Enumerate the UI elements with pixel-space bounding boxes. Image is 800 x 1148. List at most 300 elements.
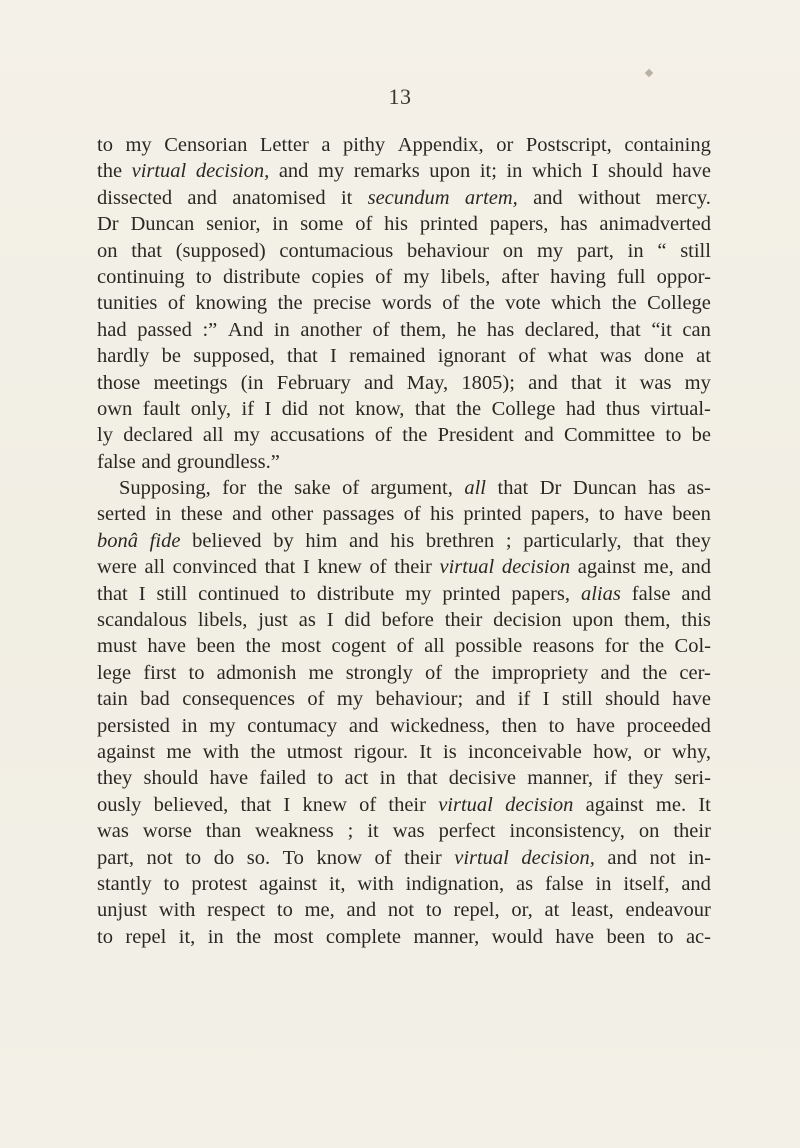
word: have xyxy=(209,767,249,790)
word: believed, xyxy=(153,793,229,816)
word: been xyxy=(672,503,711,526)
word: admonish xyxy=(216,661,297,684)
word: which xyxy=(531,160,583,183)
word: and xyxy=(187,186,218,209)
word: me, xyxy=(304,899,335,922)
word: on xyxy=(97,239,118,262)
word: knew xyxy=(317,556,362,579)
word: that xyxy=(609,318,641,341)
text-line xyxy=(97,845,711,871)
word: had xyxy=(97,318,127,341)
word: against xyxy=(97,740,156,763)
word: have xyxy=(555,925,595,948)
word: most xyxy=(273,925,314,948)
word: they xyxy=(675,529,711,552)
word: most xyxy=(281,635,322,658)
word: he xyxy=(456,318,477,341)
word: been xyxy=(196,635,236,658)
word: of xyxy=(375,265,393,288)
word: been xyxy=(606,925,646,948)
word: that xyxy=(497,477,529,500)
word: should xyxy=(608,160,663,183)
word: knowing xyxy=(195,292,268,315)
word: to xyxy=(598,503,615,526)
word: as xyxy=(516,872,534,895)
word: the xyxy=(642,661,668,684)
word: all xyxy=(424,635,445,658)
word: if xyxy=(604,767,617,790)
word: unjust xyxy=(97,899,148,922)
word: pithy xyxy=(343,134,386,156)
word: papers, xyxy=(511,582,570,605)
word: in xyxy=(627,239,644,262)
word: manner, xyxy=(413,925,480,948)
word: after xyxy=(501,265,539,288)
word: of xyxy=(374,846,392,869)
text-line xyxy=(97,924,711,950)
word: to xyxy=(185,846,202,869)
word: Committee xyxy=(564,424,656,447)
word: cogent xyxy=(331,635,387,658)
word: just xyxy=(258,609,288,632)
word: it xyxy=(614,371,627,394)
word: and xyxy=(681,582,711,605)
word: should xyxy=(605,688,660,711)
word: oppor- xyxy=(656,265,711,288)
word: did xyxy=(281,397,308,420)
word: and xyxy=(600,661,631,684)
word: Postscript, xyxy=(525,134,612,156)
word: my xyxy=(233,424,260,447)
word: in xyxy=(379,767,396,790)
word: weakness xyxy=(255,820,334,843)
text-line xyxy=(97,185,711,211)
word: impropriety xyxy=(491,661,589,684)
word: all xyxy=(144,556,165,579)
word: have xyxy=(576,714,615,737)
word: ously xyxy=(97,793,142,816)
text-line xyxy=(97,897,711,923)
word: dissected xyxy=(97,186,173,209)
word: contumacy xyxy=(247,714,338,737)
text-line xyxy=(97,422,711,448)
word: inconceivable xyxy=(468,740,582,763)
word: itself, xyxy=(623,872,670,895)
word: my xyxy=(209,714,236,737)
word: manner, xyxy=(527,767,593,790)
word: then xyxy=(501,714,537,737)
word: another xyxy=(300,318,362,341)
word: mercy. xyxy=(655,186,711,209)
word: Supposing, xyxy=(119,477,211,500)
word: upon xyxy=(429,160,471,183)
word: full xyxy=(617,265,646,288)
word: that xyxy=(414,397,446,420)
word: and xyxy=(363,371,394,394)
text-line xyxy=(97,554,711,580)
word: scandalous xyxy=(97,609,187,632)
word: declared xyxy=(123,424,193,447)
word: for xyxy=(604,635,629,658)
word: words xyxy=(381,292,432,315)
word: if xyxy=(517,688,531,711)
word: distribute xyxy=(316,582,395,605)
word: without xyxy=(577,186,641,209)
word: and xyxy=(528,371,558,394)
word: stantly xyxy=(97,872,152,895)
text-line xyxy=(97,818,711,844)
word: some xyxy=(300,213,344,236)
word: the xyxy=(469,292,495,315)
word: continued xyxy=(198,582,279,605)
word: that xyxy=(287,345,318,368)
text-line xyxy=(97,211,711,237)
word: (supposed) xyxy=(175,239,266,262)
word: endeavour xyxy=(625,899,711,922)
word: 1805); xyxy=(461,371,515,394)
word: at xyxy=(696,345,711,368)
text-line xyxy=(97,132,711,158)
word: my xyxy=(405,582,432,605)
italic-word: all xyxy=(464,477,486,500)
word: upon xyxy=(572,609,614,632)
word: these xyxy=(180,503,223,526)
word: of xyxy=(442,292,460,315)
word: it xyxy=(367,820,379,843)
word: reasons xyxy=(532,635,595,658)
word: false xyxy=(631,582,671,605)
word: is xyxy=(443,740,457,763)
word: contumacious xyxy=(279,239,394,262)
word: those xyxy=(97,371,141,394)
word: groundless.” xyxy=(176,450,280,473)
word: it xyxy=(340,186,353,209)
word: Censorian xyxy=(164,134,248,156)
word: as- xyxy=(686,477,711,500)
word: vote xyxy=(505,292,541,315)
word: had xyxy=(565,397,596,420)
word: false xyxy=(544,872,584,895)
word: if xyxy=(241,397,255,420)
word: repel, xyxy=(453,899,500,922)
word: did xyxy=(344,609,371,632)
word: they xyxy=(627,767,664,790)
word: complete xyxy=(325,925,402,948)
word: the xyxy=(236,925,262,948)
word: convinced xyxy=(172,556,257,579)
word: supposed, xyxy=(193,345,275,368)
word: anatomised xyxy=(232,186,326,209)
text-line xyxy=(97,475,711,501)
word: in xyxy=(506,160,523,183)
word: to xyxy=(188,661,205,684)
word: still xyxy=(156,582,188,605)
word: strongly xyxy=(345,661,413,684)
word: me, xyxy=(643,556,674,579)
word: bad xyxy=(140,688,170,711)
word: declared, xyxy=(524,318,600,341)
word: to xyxy=(657,925,674,948)
word: least, xyxy=(571,899,614,922)
word: proceeded xyxy=(626,714,711,737)
word: President xyxy=(437,424,514,447)
word: against xyxy=(259,872,318,895)
word: part, xyxy=(97,846,134,869)
word: thus xyxy=(605,397,641,420)
word: with xyxy=(202,740,240,763)
word: on xyxy=(502,239,524,262)
word: Appendix, xyxy=(397,134,484,156)
word: or xyxy=(643,740,661,763)
word: part, xyxy=(576,239,614,262)
word: the xyxy=(250,740,276,763)
word: papers, xyxy=(530,503,590,526)
word: of xyxy=(518,345,536,368)
word: to xyxy=(548,714,565,737)
word: and xyxy=(607,846,637,869)
word: papers, xyxy=(489,213,549,236)
word: I xyxy=(264,397,272,420)
word: their xyxy=(444,609,483,632)
italic-word: fide xyxy=(149,529,181,552)
word: ignorant xyxy=(437,345,507,368)
word: me. xyxy=(655,793,687,816)
word: to xyxy=(289,582,306,605)
word: it, xyxy=(178,925,196,948)
word: meetings xyxy=(153,371,228,394)
word: them, xyxy=(624,609,671,632)
word: remained xyxy=(349,345,426,368)
word: against xyxy=(585,793,644,816)
word: May, xyxy=(406,371,449,394)
word: their xyxy=(404,846,442,869)
word: not xyxy=(146,846,173,869)
italic-word: decision, xyxy=(521,846,595,869)
word: decision xyxy=(493,609,562,632)
word: and xyxy=(346,899,377,922)
word: inconsistency, xyxy=(509,820,625,843)
word: them, xyxy=(400,318,447,341)
word: Duncan xyxy=(130,213,195,236)
word: and xyxy=(681,556,711,579)
word: that xyxy=(264,556,296,579)
word: continuing xyxy=(97,265,185,288)
word: of xyxy=(425,661,443,684)
word: or, xyxy=(511,899,533,922)
text-line xyxy=(97,739,711,765)
word: would xyxy=(491,925,543,948)
word: and xyxy=(348,529,379,552)
word: me xyxy=(166,740,192,763)
page-number: 13 xyxy=(388,84,412,109)
word: virtual- xyxy=(650,397,711,420)
word: hardly xyxy=(97,345,150,368)
text-line xyxy=(97,290,711,316)
text-line xyxy=(97,396,711,422)
word: of xyxy=(359,793,377,816)
word: so. xyxy=(246,846,271,869)
word: was xyxy=(392,820,425,843)
italic-word: artem, xyxy=(464,186,518,209)
text-line xyxy=(97,317,711,343)
word: in xyxy=(272,213,289,236)
word: College xyxy=(491,397,556,420)
text-line xyxy=(97,660,711,686)
word: cer- xyxy=(679,661,711,684)
word: me xyxy=(308,661,334,684)
word: of xyxy=(342,477,360,500)
word: I xyxy=(542,688,550,711)
word: they xyxy=(97,767,133,790)
italic-word: virtual xyxy=(438,793,493,816)
word: act xyxy=(344,767,369,790)
word: lege xyxy=(97,661,132,684)
word: which xyxy=(551,292,602,315)
text-line xyxy=(97,607,711,633)
text-line xyxy=(97,528,711,554)
text-line xyxy=(97,158,711,184)
word: only, xyxy=(190,397,232,420)
word: before xyxy=(381,609,434,632)
word: Duncan xyxy=(572,477,637,500)
word: copies xyxy=(311,265,364,288)
word: not xyxy=(318,397,345,420)
word: my xyxy=(125,134,152,156)
word: believed xyxy=(192,529,262,552)
italic-word: secundum xyxy=(367,186,450,209)
ink-speck xyxy=(645,69,653,77)
word: animadverted xyxy=(599,213,711,236)
word: have xyxy=(624,503,663,526)
word: should xyxy=(143,767,199,790)
word: all xyxy=(202,424,224,447)
word: as xyxy=(298,609,316,632)
word: false xyxy=(97,450,136,473)
word: worse xyxy=(142,820,192,843)
text-line xyxy=(97,343,711,369)
word: rigour. xyxy=(353,740,408,763)
word: “ xyxy=(657,239,667,262)
word: To xyxy=(282,846,304,869)
text-line xyxy=(97,633,711,659)
word: precise xyxy=(313,292,372,315)
word: still xyxy=(561,688,593,711)
word: behaviour; xyxy=(375,688,464,711)
word: his xyxy=(384,213,409,236)
word: to xyxy=(195,265,212,288)
italic-word: decision, xyxy=(195,160,270,183)
word: do xyxy=(213,846,235,869)
word: and xyxy=(475,688,506,711)
word: possible xyxy=(455,635,523,658)
word: of xyxy=(167,292,185,315)
word: have xyxy=(672,160,711,183)
word: of xyxy=(369,556,387,579)
word: must xyxy=(97,635,137,658)
word: how, xyxy=(593,740,633,763)
text-line xyxy=(97,264,711,290)
word: indignation, xyxy=(405,872,505,895)
word: and xyxy=(141,450,172,473)
word: has xyxy=(560,213,588,236)
word: to xyxy=(163,872,180,895)
word: the xyxy=(456,397,482,420)
text-line xyxy=(97,501,711,527)
word: first xyxy=(143,661,177,684)
word: still xyxy=(680,239,711,262)
word: was xyxy=(599,345,632,368)
word: I xyxy=(138,582,146,605)
word: have xyxy=(672,688,711,711)
word: printed xyxy=(463,503,522,526)
word: in xyxy=(181,714,198,737)
text-line xyxy=(97,713,711,739)
italic-word: virtual xyxy=(131,160,187,183)
word: at xyxy=(544,899,560,922)
word: “it xyxy=(651,318,672,341)
word: the xyxy=(611,292,637,315)
text-line xyxy=(97,370,711,396)
word: libels, xyxy=(440,265,491,288)
word: perfect xyxy=(438,820,496,843)
word: the xyxy=(454,661,480,684)
word: in xyxy=(155,503,172,526)
word: on xyxy=(638,820,660,843)
word: It xyxy=(419,740,432,763)
word: College xyxy=(647,292,711,315)
text-line xyxy=(97,686,711,712)
word: the xyxy=(402,424,428,447)
word: passages xyxy=(322,503,395,526)
word: knew xyxy=(302,793,347,816)
word: and xyxy=(533,186,563,209)
word: the xyxy=(277,292,303,315)
word: I xyxy=(302,556,310,579)
word: with xyxy=(357,872,394,895)
word: utmost xyxy=(286,740,343,763)
text-line xyxy=(97,765,711,791)
word: accusations xyxy=(270,424,365,447)
word: I xyxy=(591,160,599,183)
word: it; xyxy=(479,160,497,183)
italic-word: virtual xyxy=(454,846,509,869)
word: respect xyxy=(207,899,266,922)
word: to xyxy=(97,925,113,948)
word: And xyxy=(227,318,264,341)
word: It xyxy=(698,793,711,816)
word: brethren xyxy=(425,529,495,552)
word: argument, xyxy=(370,477,453,500)
word: February xyxy=(276,371,351,394)
text-line xyxy=(97,581,711,607)
text-line xyxy=(97,871,711,897)
word: my xyxy=(336,688,364,711)
word: was xyxy=(97,820,129,843)
word: my xyxy=(317,160,345,183)
word: can xyxy=(682,318,711,341)
word: failed xyxy=(259,767,307,790)
word: other xyxy=(271,503,314,526)
word: has xyxy=(648,477,676,500)
word: senior, xyxy=(206,213,261,236)
word: of xyxy=(374,424,392,447)
word: it, xyxy=(328,872,346,895)
word: :” xyxy=(202,318,218,341)
word: were xyxy=(97,556,137,579)
word: and xyxy=(681,872,711,895)
word: what xyxy=(547,345,588,368)
italic-word: bonâ xyxy=(97,529,138,552)
